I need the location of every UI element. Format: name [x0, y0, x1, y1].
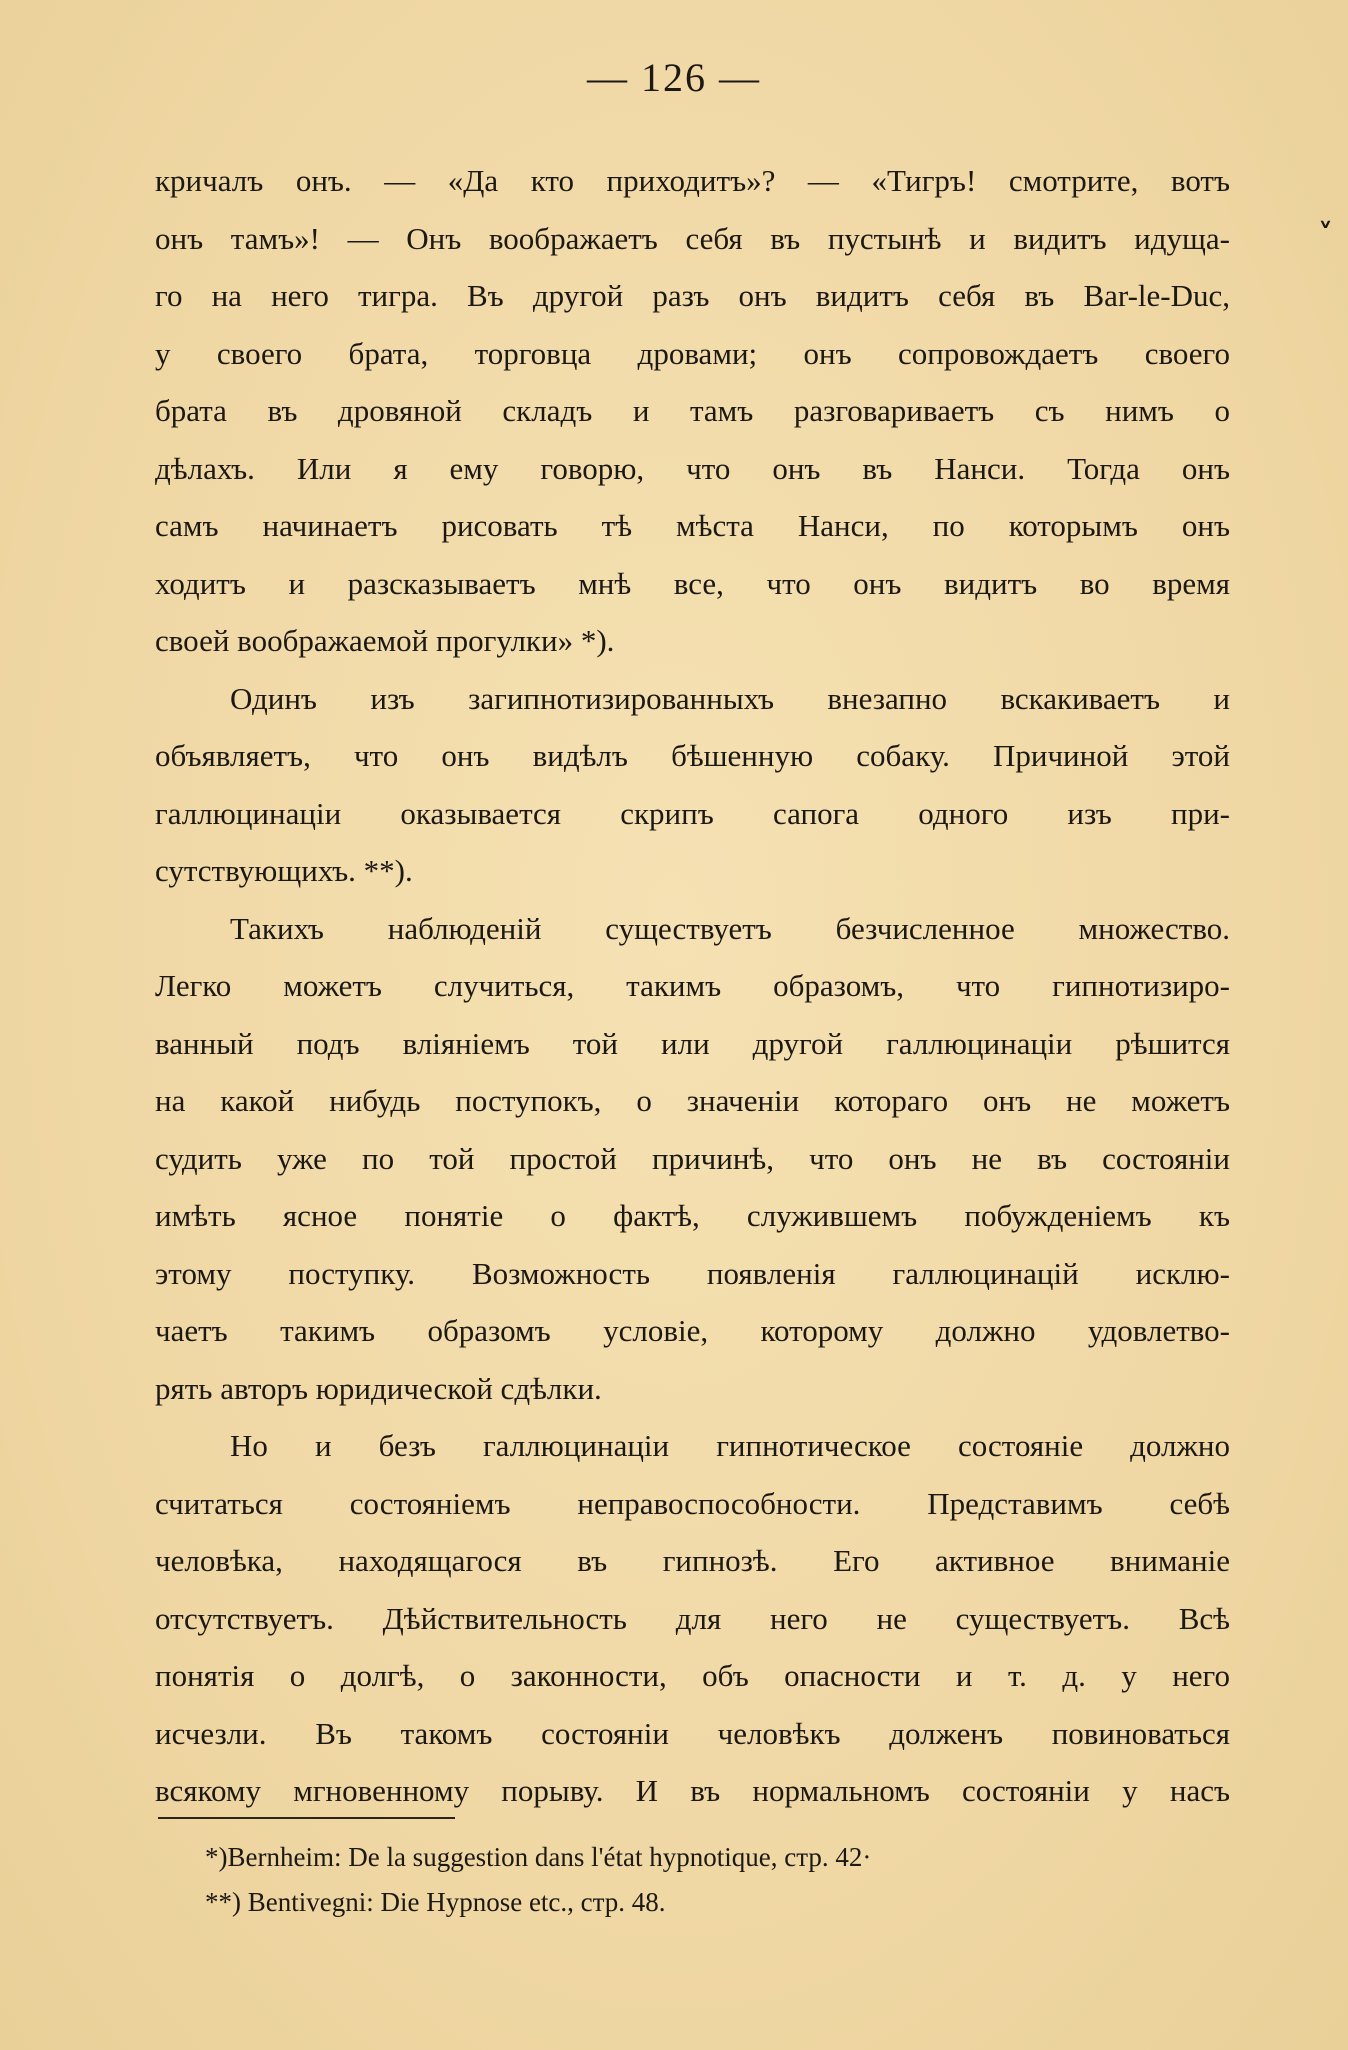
text-line: исчезли. Въ такомъ состояніи человѣкъ долженъ повиноваться [155, 1715, 1230, 1751]
text-line: ванный подъ вліяніемъ той или другой галлюцинаціи рѣшится [155, 1025, 1230, 1061]
text-line: человѣка, находящагося въ гипнозѣ. Его активное вниманіе [155, 1543, 1230, 1578]
page-number: — 126 — [587, 55, 761, 100]
text-line: Легко можетъ случиться, такимъ образомъ, что гипнотизиро- [155, 968, 1230, 1003]
text-line: отсутствуетъ. Дѣйствительность для него не существуетъ. Всѣ [155, 1600, 1230, 1636]
text-line: всякому мгновенному порыву. И въ нормальномъ состояніи у насъ [155, 1773, 1230, 1808]
paragraph-4 [155, 1417, 1230, 1820]
paragraph-3 [155, 900, 1230, 1418]
text-line: судить уже по той простой причинѣ, что онъ не въ состояніи [155, 1140, 1230, 1176]
text-line: Но и безъ галлюцинаціи гипнотическое состояніе должно [230, 1428, 1230, 1463]
text-line: на какой нибудь поступокъ, о значеніи котораго онъ не можетъ [155, 1083, 1230, 1118]
text-line: объявляетъ, что онъ видѣлъ бѣшенную собаку. Причиной этой [155, 738, 1230, 773]
paragraph-1 [155, 152, 1230, 670]
footnote-1: *)Bernheim: De la suggestion dans l'état hypnotique, стр. 42· [205, 1842, 872, 1872]
text-line: галлюцинаціи оказывается скрипъ сапога одного изъ при- [155, 795, 1230, 831]
text-line: го на него тигра. Въ другой разъ онъ видитъ себя въ Bar-le-Duc, [155, 278, 1230, 313]
text-line: своей воображаемой прогулки» *). [155, 623, 615, 658]
text-line: чаетъ такимъ образомъ условіе, которому должно удовлетво- [155, 1313, 1230, 1348]
paragraph-2 [155, 670, 1230, 900]
text-line: сутствующихъ. **). [155, 853, 413, 888]
text-line: Такихъ наблюденій существуетъ безчисленное множество. [230, 910, 1230, 946]
text-line: у своего брата, торговца дровами; онъ сопровождаетъ своего [155, 335, 1230, 371]
text-line: кричалъ онъ. — «Да кто приходитъ»? — «Тигръ! смотрите, вотъ [155, 163, 1230, 198]
text-line: понятія о долгѣ, о законности, объ опасности и т. д. у него [155, 1658, 1230, 1693]
text-line: ходитъ и разсказываетъ мнѣ все, что онъ видитъ во время [155, 565, 1230, 601]
text-line: считаться состояніемъ неправоспособности. Представимъ себѣ [155, 1485, 1230, 1521]
footnote-divider [158, 1817, 455, 1819]
text-line: имѣть ясное понятіе о фактѣ, служившемъ побужденіемъ къ [155, 1198, 1230, 1233]
text-line: онъ тамъ»! — Онъ воображаетъ себя въ пустынѣ и видитъ идуща- [155, 220, 1230, 256]
body-text [155, 152, 1230, 1820]
text-line: этому поступку. Возможность появленія галлюцинацій исклю- [155, 1255, 1230, 1291]
text-line: брата въ дровяной складъ и тамъ разговариваетъ съ нимъ о [155, 393, 1230, 428]
text-line: рять авторъ юридической сдѣлки. [155, 1370, 602, 1406]
margin-mark: ˅ [1318, 218, 1333, 253]
text-line: дѣлахъ. Или я ему говорю, что онъ въ Нанси. Тогда онъ [155, 450, 1230, 486]
footnotes [205, 1835, 1235, 1925]
text-line: самъ начинаетъ рисовать тѣ мѣста Нанси, по которымъ онъ [155, 508, 1230, 543]
footnote-2: **) Bentivegni: Die Hypnose etc., стр. 48. [205, 1887, 666, 1917]
text-line: Одинъ изъ загипнотизированныхъ внезапно вскакиваетъ и [230, 680, 1230, 716]
